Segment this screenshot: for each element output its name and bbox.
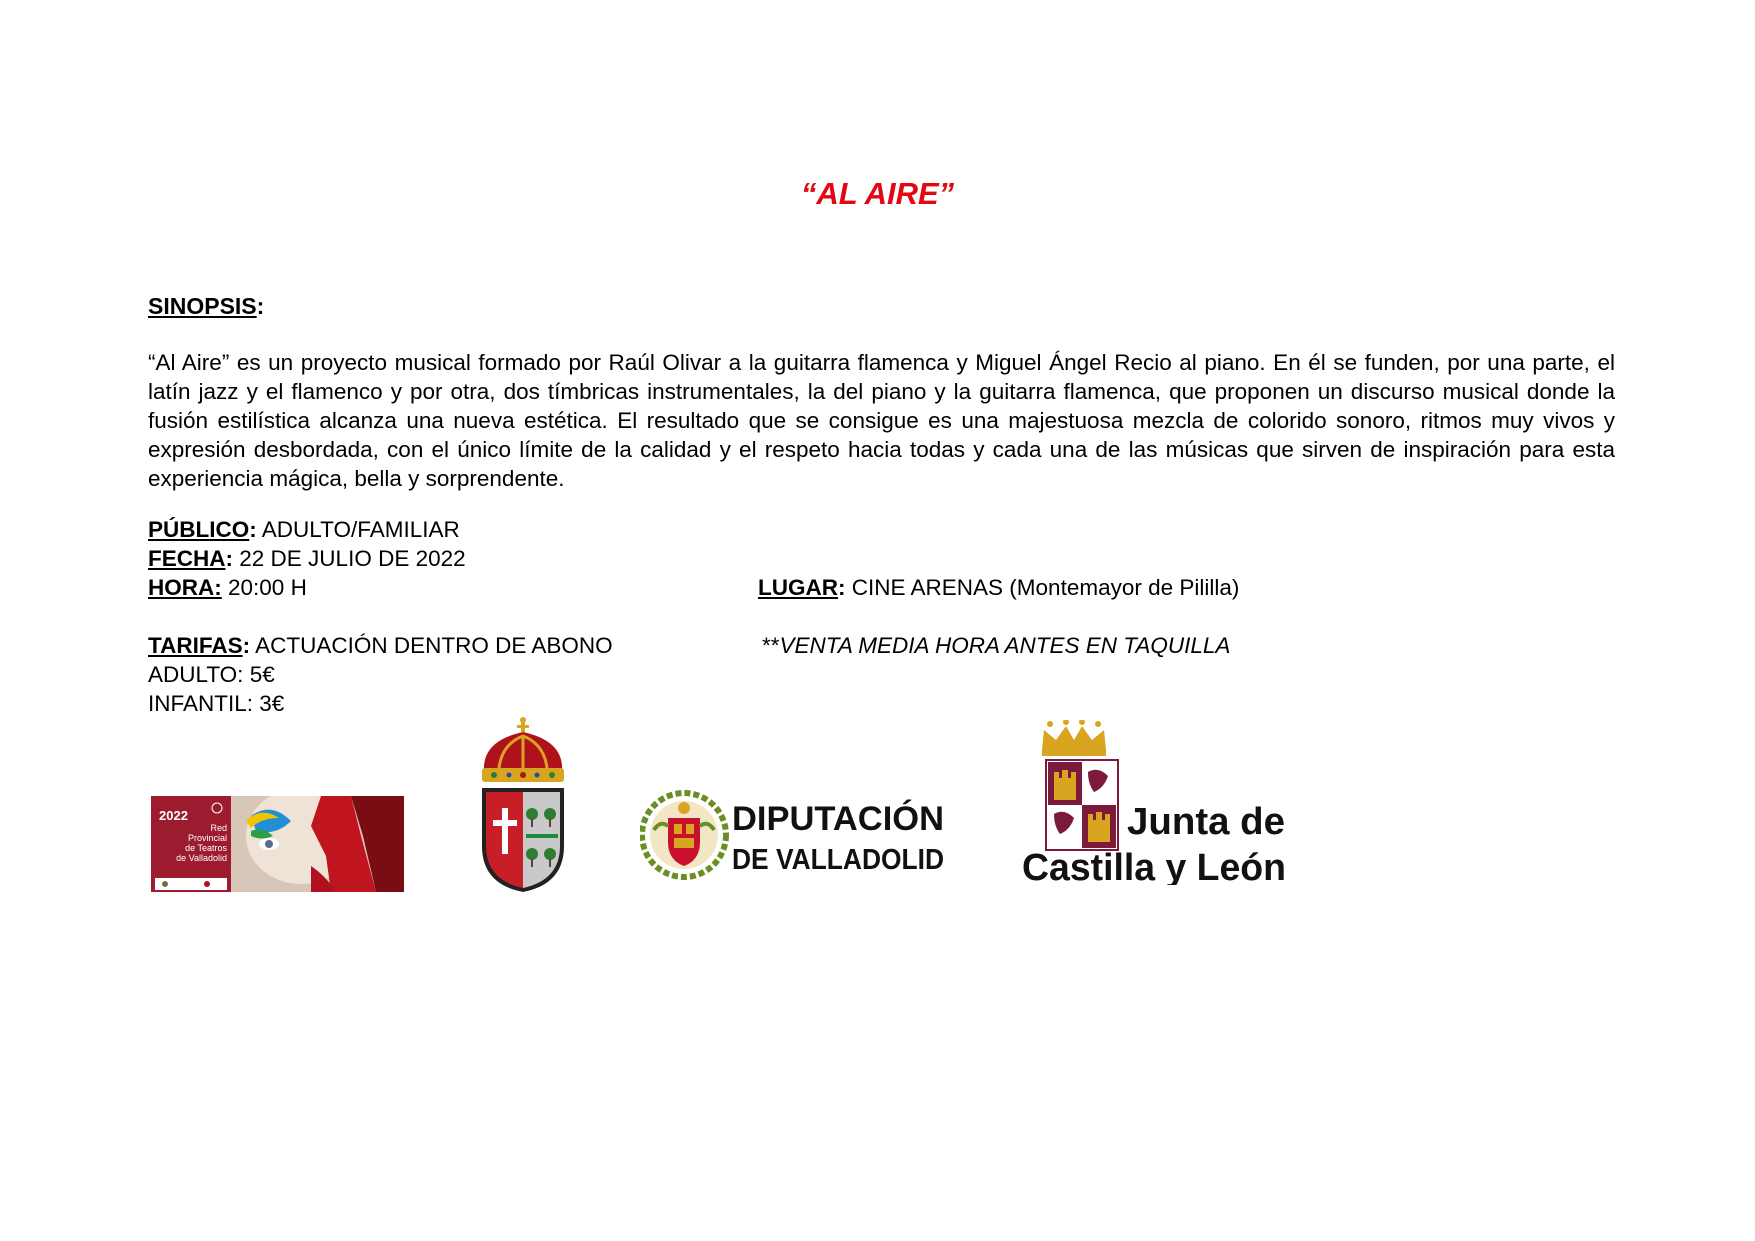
svg-text:de Teatros: de Teatros xyxy=(185,843,227,853)
hora-label: HORA: xyxy=(148,575,222,600)
venta-note: **VENTA MEDIA HORA ANTES EN TAQUILLA xyxy=(762,633,1231,658)
municipal-coat-of-arms xyxy=(474,716,572,898)
publico-label: PÚBLICO xyxy=(148,517,250,542)
diputacion-valladolid-logo xyxy=(640,790,950,885)
red-provincial-year: 2022 xyxy=(159,808,188,823)
junta-castilla-leon-logo xyxy=(1022,720,1292,890)
adulto-price: ADULTO: 5€ xyxy=(148,662,275,687)
fecha-value: 22 DE JULIO DE 2022 xyxy=(239,546,466,571)
synopsis-text: “Al Aire” es un proyecto musical formado por Raúl Olivar a la guitarra flamenca y Miguel Ángel Recio al piano. En él se funden, por una parte, el latín jazz y el flamenco y por otra, dos tímbricas instrumentales, la del piano y la guitarra flamenca, que proponen un discurso musical donde la fusión estilística alcanza una nueva estética. El resultado que se consigue es una majestuosa mezcla de colorido sonoro, ritmos muy vivos y expresión desbordada, con el único límite de la calidad y el respeto hacia todas y cada una de las músicas que sirven de inspiración para esta experiencia mágica, bella y sorprendente. xyxy=(148,350,1615,491)
infantil-price: INFANTIL: 3€ xyxy=(148,691,285,716)
document-title: “AL AIRE” xyxy=(800,176,955,211)
red-provincial-logo xyxy=(151,796,404,897)
hora-value: 20:00 H xyxy=(228,575,307,600)
lugar-label: LUGAR xyxy=(758,575,838,600)
fecha-label: FECHA xyxy=(148,546,226,571)
publico-line: PÚBLICO: ADULTO/FAMILIAR xyxy=(148,517,460,542)
svg-text:Provincial: Provincial xyxy=(187,833,227,843)
svg-text:de Valladolid: de Valladolid xyxy=(176,853,227,863)
tarifas-label: TARIFAS xyxy=(148,633,243,658)
tarifas-value: ACTUACIÓN DENTRO DE ABONO xyxy=(255,633,613,658)
synopsis-heading: SINOPSIS: xyxy=(148,293,265,319)
lugar-value: CINE ARENAS (Montemayor de Pililla) xyxy=(851,575,1240,600)
tarifas-line: TARIFAS: ACTUACIÓN DENTRO DE ABONO xyxy=(148,633,613,658)
publico-value: ADULTO/FAMILIAR xyxy=(261,517,460,542)
svg-text:Red: Red xyxy=(210,823,227,833)
diputacion-line1: DIPUTACIÓN xyxy=(732,800,944,838)
fecha-line: FECHA: 22 DE JULIO DE 2022 xyxy=(148,546,466,571)
hora-line xyxy=(148,575,307,601)
junta-line2: Castilla y León xyxy=(1022,847,1286,885)
lugar-line: LUGAR: CINE ARENAS (Montemayor de Pililla) xyxy=(758,575,1240,600)
diputacion-line2: DE VALLADOLID xyxy=(732,844,944,876)
junta-line1: Junta de xyxy=(1127,801,1285,843)
